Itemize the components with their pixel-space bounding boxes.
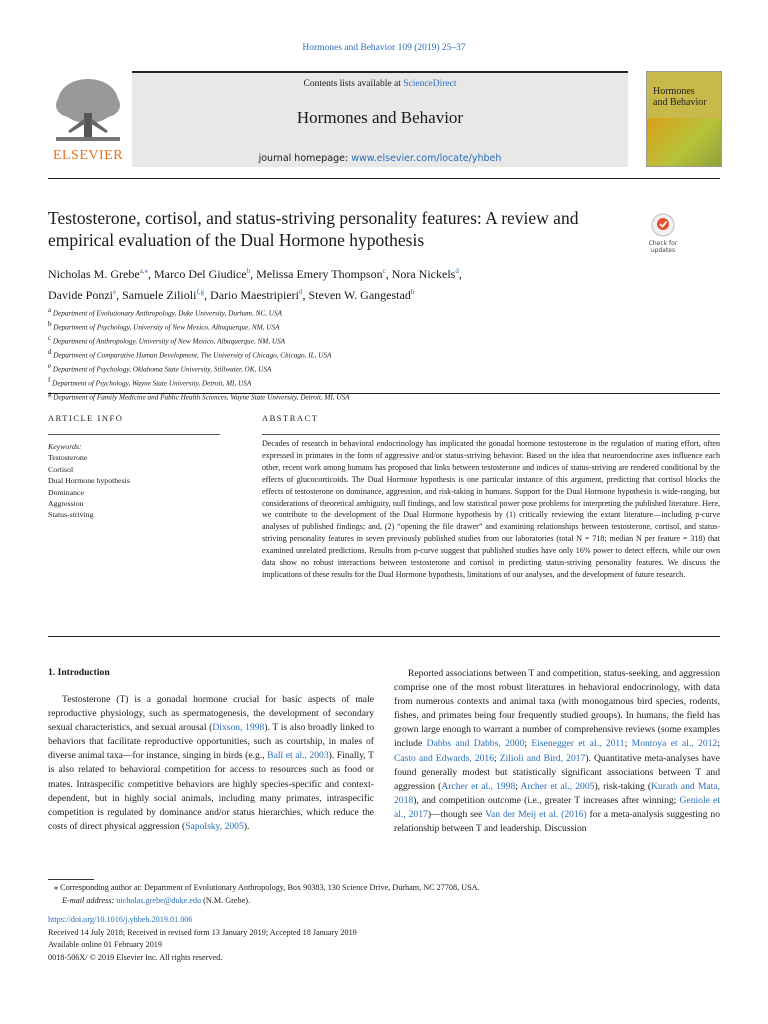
keyword-item: Status-striving [48,510,94,520]
affiliation-key: d [48,347,52,356]
author-name: Steven W. Gangestad [308,288,411,302]
cover-title-line-1: Hormones [653,86,695,97]
publisher-wordmark: ELSEVIER [52,148,124,163]
keyword-item: Aggression [48,499,84,509]
divider [48,393,720,394]
author-name: Dario Maestripieri [210,288,299,302]
email-link[interactable]: nicholas.grebe@duke.edu [116,896,202,905]
author-name: Melissa Emery Thompson [256,267,383,281]
body-text: Testosterone (T) is a gonadal hormone crucial for basic aspects of male reproductive physiology, such as spermatogenesis, the development of secondary sexual characteristics, and sexual arousal ( [48,694,374,734]
journal-header [48,71,628,165]
body-text: ). T is also broadly linked to behaviors that facilitate reproductive opportunities, such as courtship, in males of diverse animal taxa—for instance, singing in birds (e.g., [48,722,374,762]
author-affiliation-marker[interactable]: b [246,267,251,275]
reference-link[interactable]: Montoya et al., 2012 [631,738,718,750]
author-name: Marco Del Giudice [154,267,247,281]
body-text: ; [717,738,720,750]
article-metadata [48,914,720,964]
author-separator: , [302,288,309,302]
journal-banner [132,71,628,167]
reference-link[interactable]: Ball et al., 2003 [267,750,329,762]
homepage-prefix: journal homepage: [258,153,352,164]
body-column-left [48,693,374,834]
author-name: Samuele Zilioli [122,288,197,302]
keyword-item: Dual Hormone hypothesis [48,476,130,486]
header-divider [48,178,720,179]
online-date: Available online 01 February 2019 [48,940,162,950]
doi-link[interactable]: https://doi.org/10.1016/j.yhbeh.2019.01.006 [48,915,193,924]
abstract-text: Decades of research in behavioral endocrinology has implicated the gonadal hormone testosterone in the regulation of mating effort, often expressed in primates in the form of aggressive and/or status-striving behavior. Based on the idea that neuroendocrine axes influence each other, recent work among humans has proposed that links between testosterone and indices of status-striving are rendered conditional by the effects of glucocorticoids. The Dual Hormone hypothesis is one particular instance of this argument, predicting that cortisol blocks the effects of testosterone on dominance, aggression, and risk-taking in humans. Support for the Dual Hormone hypothesis is wide-ranging, but considerations of theoretical ambiguity, null findings, and low statistical power pose problems for interpreting the published literature. Here, we contribute to the development of the Dual Hormone hypothesis by (1) critically reviewing the extant literature—including p-curve analyses of published findings; and, (2) “opening the file drawer” and examining relationships between testosterone, cortisol, and status-striving personality features in seven previously published studies from our laboratories (total N = 718; median N per feature = 318) that examined unrelated predictions. Results from p-curve suggest that published studies have only 16% power to detect effects, while our own data show no robust interactions between testosterone and cortisol in predicting status-striving personality features. We discuss the implications of these results for the Dual Hormone hypothesis, limitations of our analyses, and the development of future research. [262,439,720,579]
author-affiliation-marker[interactable]: a,⁎ [139,267,148,275]
author-affiliation-marker[interactable]: c [382,267,386,275]
reference-link[interactable]: Geniole et al., 2017 [394,794,720,820]
author-name: Davide Ponzi [48,288,113,302]
contents-line [132,79,628,89]
affiliation-text: Department of Comparative Human Development, The University of Chicago, Chicago, IL, USA [51,351,332,360]
affiliation-text: Department of Psychology, Wayne State University, Detroit, MI, USA [50,379,252,388]
reference-link[interactable]: Van der Meij et al. (2016) [485,808,587,820]
keywords-list [48,452,130,520]
body-text: )—though see [427,808,486,820]
article-title: Testosterone, cortisol, and status-striving personality features: A review and empirical evaluation of the Dual Hormone hypothesis [48,208,579,250]
reference-link[interactable]: Zilioli and Bird, 2017 [499,752,586,764]
citation-link[interactable]: Hormones and Behavior 109 (2019) 25–37 [302,43,466,53]
check-updates-icon [650,212,676,238]
body-text: ). Finally, T is also related to behavioral competition for access to resources such as food or mates. Intraspecific competitive behaviors are highly species-specific and context-dependent, but in highly social animals, including many primates, intraspecific competition is regulated by dominance and/or status hierarchies, which reduce the costs of direct physical aggression ( [48,750,374,832]
author-separator: , [458,267,462,281]
affiliation-item [48,305,708,319]
divider [48,636,720,637]
affiliation-item [48,361,708,375]
affiliation-text: Department of Evolutionary Anthropology, Duke University, Durham, NC, USA [51,309,282,318]
author-list [48,262,708,304]
author-affiliation-marker[interactable]: b [410,288,415,296]
journal-name: Hormones and Behavior [296,108,464,127]
affiliation-key: b [48,319,52,328]
cover-art [647,118,721,166]
body-text: ; [494,752,500,764]
copyright-line: 0018-506X/ © 2019 Elsevier Inc. All rights reserved. [48,952,223,962]
email-line [48,894,720,907]
author-name: Nicholas M. Grebe [48,267,140,281]
check-updates-label: Check for updates [648,240,678,254]
affiliation-key: e [48,361,52,370]
author-separator: , [250,267,257,281]
section-heading-introduction: 1. Introduction [48,667,110,678]
abstract-rule [262,434,720,435]
body-text: for a meta-analysis suggesting no relationship between T and leadership. Discussion [394,808,721,835]
article-info-heading: ARTICLE INFO [48,413,124,423]
author-separator: , [204,288,211,302]
body-text: ), risk-taking ( [594,780,652,792]
affiliation-key: g [48,389,52,398]
body-text: Reported associations between T and competition, status-seeking, and aggression comprise one of the most robust literatures in behavioral endocrinology, with data from numerous contexts and animal taxa (with monogamous bird species, rodents, fishes, and primates being four frequently studied groups). In humans, the field has grown large enough to warrant a number of comprehensive reviews (some examples include [394,668,720,750]
cover-title-line-2: and Behavior [653,97,707,108]
keyword-item: Testosterone [48,453,88,463]
reference-link[interactable]: Casto and Edwards, 2016 [394,752,495,764]
body-text: ; [624,738,632,750]
affiliation-text: Department of Anthropology, University of New Mexico, Albuquerque, NM, USA [51,337,286,346]
author-affiliation-marker[interactable]: d [299,288,303,296]
reference-link[interactable]: Archer et al., 2005 [520,780,595,792]
affiliations [48,305,708,403]
homepage-line [132,153,628,164]
footnote-rule [48,879,94,880]
body-text: ). [243,820,250,832]
affiliation-item [48,375,708,389]
body-column-right [394,667,720,836]
corresponding-author-footnote [48,881,720,907]
body-text: ; [524,738,532,750]
journal-cover-thumbnail[interactable] [646,71,722,167]
author-affiliation-marker[interactable]: f,g [196,288,205,296]
keyword-item: Dominance [48,487,84,497]
journal-citation[interactable] [0,43,768,53]
reference-link[interactable]: Eisenegger et al., 2011 [531,738,625,750]
author-separator: , [116,288,123,302]
affiliation-text: Department of Family Medicine and Public Health Sciences, Wayne State University, Detroit, MI, USA [51,393,350,402]
author-separator: , [385,267,392,281]
body-text: ). Quantitative meta-analyses have found generally modest but statistically significant associations between T and aggression ( [394,752,720,792]
affiliation-item [48,347,708,361]
email-label: E-mail address: [62,896,115,905]
reference-link[interactable]: Dixson, 1998 [212,722,265,734]
check-for-updates-badge[interactable] [646,212,680,252]
reference-link[interactable]: Kurath and Mata, 2018 [394,780,720,806]
homepage-link[interactable]: www.elsevier.com/locate/yhbeh [351,153,502,164]
affiliation-item [48,319,708,333]
keyword-item: Cortisol [48,464,74,474]
author-affiliation-marker[interactable]: e [113,288,117,296]
author-name: Nora Nickels [391,267,456,281]
body-text: ; [515,780,521,792]
keywords-block [48,441,130,521]
sciencedirect-link[interactable]: ScienceDirect [403,79,457,89]
keywords-label: Keywords: [48,442,82,451]
cover-title [653,86,707,108]
corresponding-author-text: ⁎ Corresponding author at: Department of Evolutionary Anthropology, Box 90383, 130 Science Drive, Durham, NC 27708, USA. [54,883,480,892]
author-affiliation-marker[interactable]: d [455,267,459,275]
affiliation-text: Department of Psychology, Oklahoma State University, Stillwater, OK, USA [51,365,272,374]
reference-link[interactable]: Archer et al., 1998 [441,780,516,792]
body-text: ), and competition outcome (i.e., greater T increases after winning; [413,794,680,806]
affiliation-key: a [48,306,52,314]
abstract-heading: ABSTRACT [262,413,319,423]
received-dates: Received 14 July 2018; Received in revised form 13 January 2019; Accepted 18 January 2019 [48,927,357,937]
reference-link[interactable]: Dabbs and Dabbs, 2000 [426,738,525,750]
contents-prefix: Contents lists available at [303,79,404,89]
affiliation-text: Department of Psychology, University of New Mexico, Albuquerque, NM, USA [51,323,280,332]
affiliation-key: f [48,375,51,384]
author-separator: , [148,267,154,281]
affiliation-item [48,333,708,347]
affiliation-key: c [48,333,52,342]
article-info-rule [48,434,220,435]
email-suffix: (N.M. Grebe). [201,896,251,905]
reference-link[interactable]: Sapolsky, 2005 [185,820,244,832]
affiliation-item [48,389,708,403]
